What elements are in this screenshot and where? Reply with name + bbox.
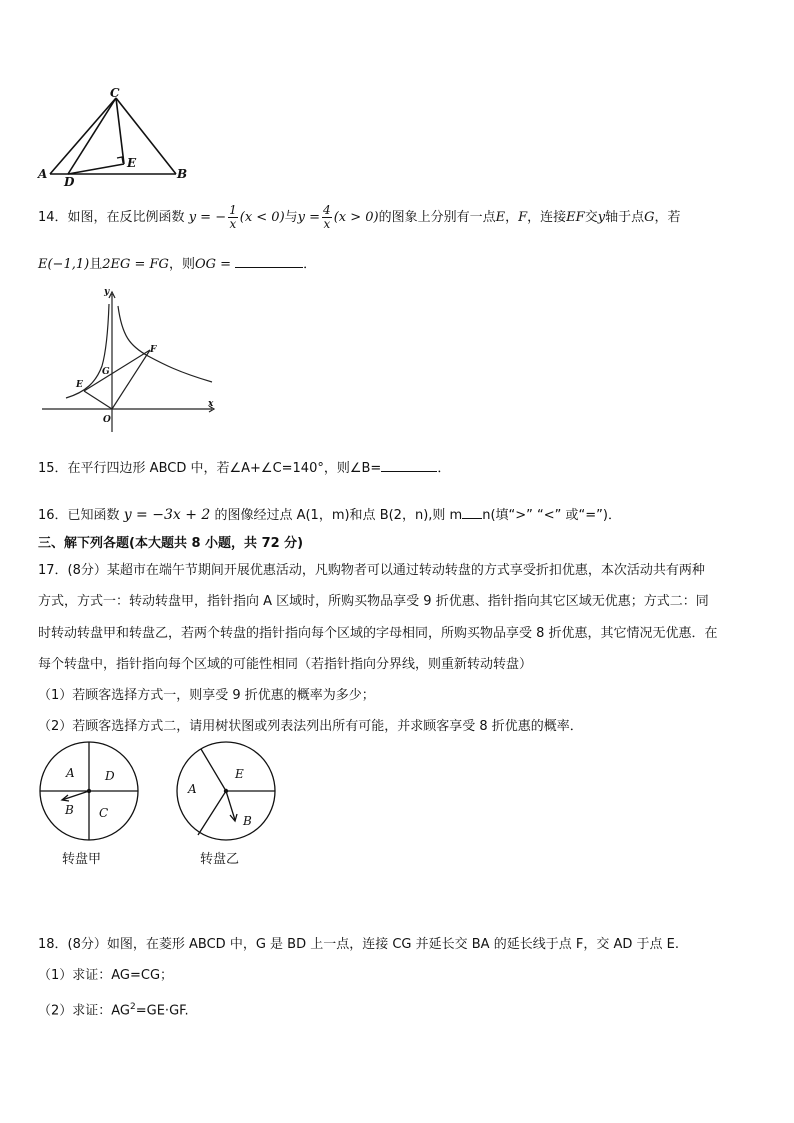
q15-answer-blank[interactable]	[381, 458, 437, 472]
q14-text-3: 的图象上分别有一点	[378, 210, 496, 225]
q18-sub2-post: =GE·GF.	[135, 1003, 189, 1019]
q14-condition: 2EG = FG	[102, 257, 169, 272]
hyperbola-label-x: x	[208, 399, 214, 409]
q16-text-2: 的图像经过点 A(1，m)和点 B(2，n),则 m	[214, 508, 463, 523]
q14-EF: EF	[566, 210, 585, 225]
triangle-label-C: C	[110, 86, 120, 100]
q14-y: y	[597, 210, 606, 225]
q14-line2-text-1: 且	[89, 257, 103, 272]
spinner-jia	[38, 740, 140, 842]
q14-point-E: E(−1,1)	[38, 257, 90, 272]
q14-G: G	[644, 210, 655, 225]
question-18-sub-2	[38, 998, 189, 1020]
q14-f2-den: x	[323, 217, 331, 231]
question-14-line-2	[38, 254, 316, 274]
hyperbola-label-F: F	[150, 345, 157, 355]
q14-text-4: ，连接	[527, 210, 567, 225]
q14-text-2: 与	[284, 210, 298, 225]
q14-f1-num: 1	[229, 203, 237, 217]
q14-end: ．	[303, 257, 317, 272]
question-17-line-4: 每个转盘中，指针指向每个区域的可能性相同（若指针指向分界线，则重新转动转盘）	[38, 657, 533, 672]
q14-f2-num: 4	[323, 203, 331, 217]
q14-f2-cond: (x > 0)	[333, 210, 379, 225]
spinner-jia-label-A: A	[66, 766, 75, 780]
question-16	[38, 505, 621, 525]
q14-OG: OG =	[194, 257, 232, 272]
q18-sub2-pre: （2）求证：AG	[38, 1003, 131, 1019]
q14-f1-pre: y = −	[188, 210, 227, 225]
q15-text: 15．在平行四边形 ABCD 中，若∠A+∠C=140°，则∠B=	[38, 461, 382, 476]
triangle-label-B: B	[177, 167, 188, 181]
q14-E: E	[495, 210, 506, 225]
q14-text-7: ，若	[654, 210, 681, 225]
q14-f2-pre: y =	[297, 210, 321, 225]
q14-number: 14．	[38, 210, 68, 225]
hyperbola-label-y: y	[104, 287, 110, 297]
question-17-line-3: 时转动转盘甲和转盘乙，若两个转盘的指针指向每个区域的字母相同，所购买物品享受 8 折优惠，其它情况无优惠．在	[38, 626, 718, 641]
triangle-label-E: E	[127, 156, 137, 170]
q14-text-1: 如图，在反比例函数	[67, 210, 185, 225]
question-14-line-1	[38, 204, 680, 231]
q14-fraction-2	[322, 204, 332, 231]
hyperbola-label-G: G	[102, 367, 110, 377]
spinner-yi-label-E: E	[235, 767, 244, 781]
question-17-line-1: 17．(8分）某超市在端午节期间开展优惠活动，凡购物者可以通过转动转盘的方式享受折扣优惠，本次活动共有两种	[38, 563, 705, 578]
triangle-label-A: A	[38, 167, 48, 181]
question-17-sub-2: （2）若顾客选择方式二，请用树状图或列表法列出所有可能，并求顾客享受 8 折优惠的概率．	[38, 719, 583, 734]
hyperbola-figure	[38, 286, 228, 436]
question-18-line-1: 18．(8分）如图，在菱形 ABCD 中，G 是 BD 上一点，连接 CG 并延长交 BA 的延长线于点 F，交 AD 于点 E.	[38, 937, 679, 952]
hyperbola-label-O: O	[103, 415, 111, 425]
question-15	[38, 458, 450, 478]
question-18-sub-1: （1）求证：AG=CG；	[38, 968, 174, 983]
q16-answer-blank[interactable]	[462, 505, 482, 519]
spinner-jia-caption: 转盘甲	[62, 852, 102, 867]
spinner-yi-label-A: A	[188, 782, 197, 796]
q14-comma: ，	[505, 210, 519, 225]
spinner-yi-label-B: B	[243, 814, 252, 828]
spinner-jia-label-C: C	[99, 806, 109, 820]
q18-sub2-sup: 2	[130, 1002, 136, 1012]
q14-answer-blank[interactable]	[235, 254, 303, 268]
q16-formula: y = −3x + 2	[123, 507, 211, 523]
q14-F: F	[518, 210, 528, 225]
triangle-label-D: D	[64, 175, 75, 189]
hyperbola-label-E: E	[76, 380, 83, 390]
spinner-yi-caption: 转盘乙	[200, 852, 240, 867]
q16-text-3: n(填“>” “<” 或“=”)．	[482, 508, 621, 523]
q14-text-5: 交	[584, 210, 598, 225]
question-17-sub-1: （1）若顾客选择方式一，则享受 9 折优惠的概率为多少；	[38, 688, 375, 703]
q14-f1-cond: (x < 0)	[239, 210, 285, 225]
spinner-jia-label-B: B	[65, 803, 74, 817]
q15-end: ．	[437, 461, 451, 476]
q14-f1-den: x	[229, 217, 237, 231]
spinner-jia-label-D: D	[105, 769, 115, 783]
q14-fraction-1	[228, 204, 238, 231]
question-17-line-2: 方式，方式一：转动转盘甲，指针指向 A 区域时，所购买物品享受 9 折优惠、指针指向其它区域无优惠；方式二：同	[38, 594, 709, 609]
q16-text-1: 16．已知函数	[38, 508, 120, 523]
q14-text-6: 轴于点	[605, 210, 645, 225]
q14-line2-text-2: ，则	[168, 257, 195, 272]
section-3-heading: 三、解下列各题(本大题共 8 小题，共 72 分)	[38, 536, 304, 551]
